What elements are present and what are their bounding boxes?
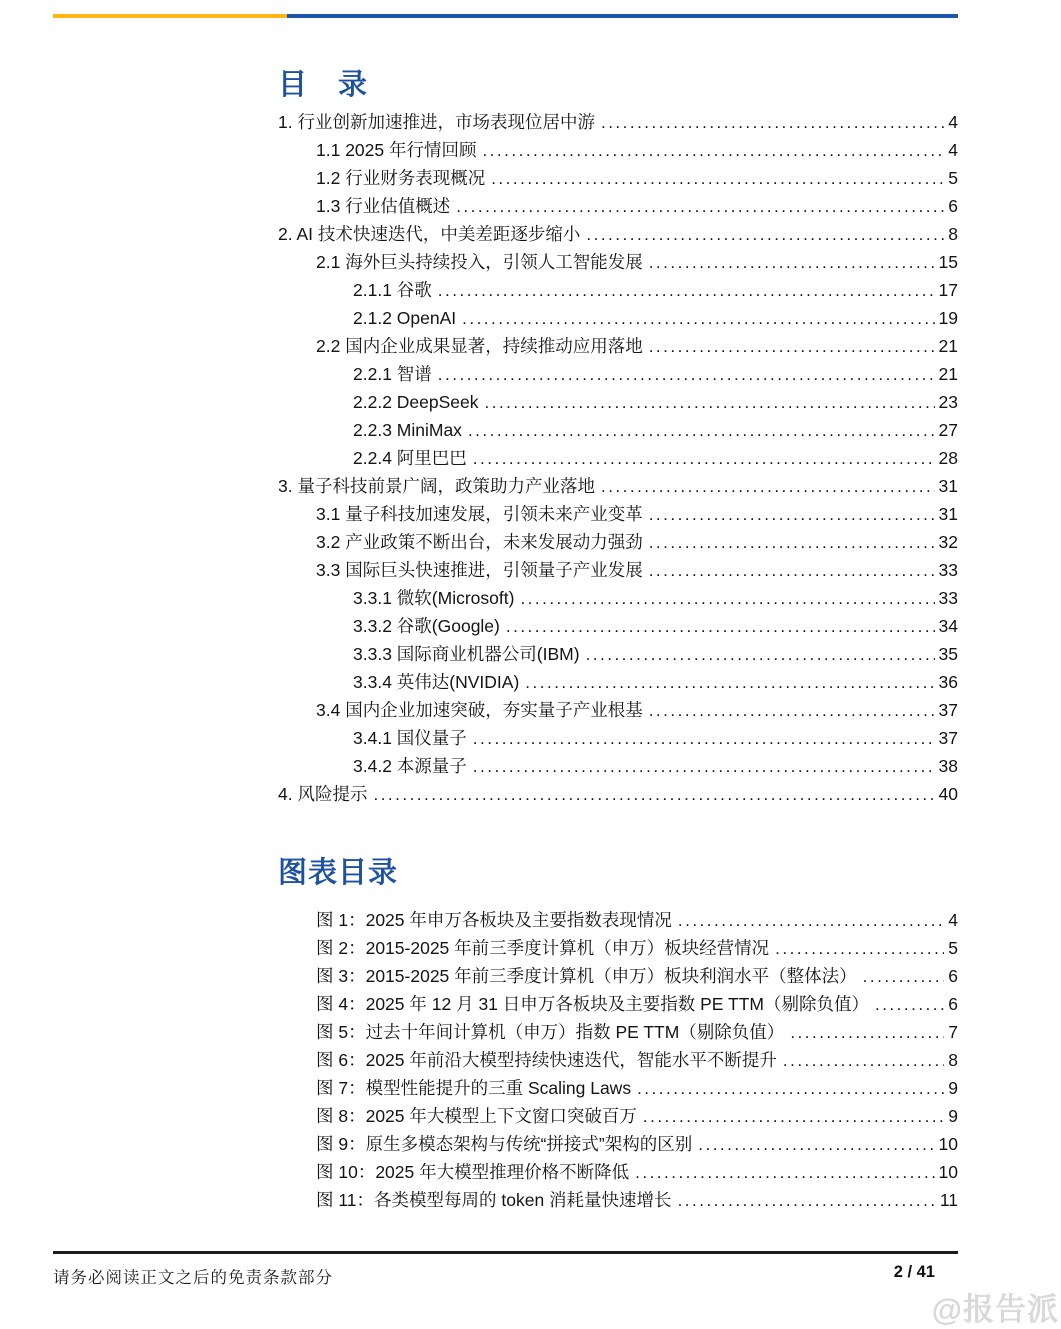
toc-entry-label: 2.1.2 OpenAI [353,308,457,328]
figure-entry-label: 图 4：2025 年 12 月 31 日申万各板块及主要指数 PE TTM（剔除负值） [316,994,869,1014]
toc-entry-label: 2.2.1 智谱 [353,364,432,384]
figure-entry-label: 图 10：2025 年大模型推理价格不断降低 [316,1162,630,1182]
dot-leader [473,724,935,753]
toc-entry-label: 3.3.3 国际商业机器公司(IBM) [353,644,580,664]
toc-entry [278,640,958,668]
figure-entry [278,1186,958,1214]
toc-entry-label: 3.2 产业政策不断出台，未来发展动力强劲 [316,532,643,552]
dot-leader [678,1186,936,1215]
toc-entry [278,332,958,360]
toc-entry [278,668,958,696]
figure-entry-label: 图 1：2025 年申万各板块及主要指数表现情况 [316,910,672,930]
toc-entry-label: 1.1 2025 年行情回顾 [316,140,477,160]
figure-entry-page-number: 8 [948,1050,958,1070]
figure-entry [278,1074,958,1102]
toc-entry-page-number: 33 [938,560,958,580]
toc-entry-page-number: 6 [948,196,958,216]
dot-leader [473,752,935,781]
figure-entry [278,1018,958,1046]
watermark: @报告派 [931,1292,1059,1327]
figure-entry-page-number: 10 [938,1162,958,1182]
toc-entry [278,780,958,808]
figure-entry [278,990,958,1018]
toc-entry [278,108,958,136]
toc-entry-label: 3. 量子科技前景广阔，政策助力产业落地 [278,476,595,496]
toc-entry-page-number: 35 [938,644,958,664]
dot-leader [649,248,935,277]
figure-entry-page-number: 6 [948,994,958,1014]
dot-leader [601,472,935,501]
toc-entry-label: 2.2 国内企业成果显著，持续推动应用落地 [316,336,643,356]
toc-entry-page-number: 38 [938,756,958,776]
figure-entry-page-number: 11 [939,1190,958,1210]
toc-entry [278,248,958,276]
dot-leader [485,388,935,417]
dot-leader [525,668,934,697]
dot-leader [649,500,935,529]
toc-entry-page-number: 4 [948,112,958,132]
toc-entry-page-number: 34 [938,616,958,636]
toc-entry-label: 2.2.4 阿里巴巴 [353,448,467,468]
dot-leader [462,304,934,333]
toc-entry-label: 3.3.4 英伟达(NVIDIA) [353,672,520,692]
dot-leader [649,696,935,725]
dot-leader [637,1074,944,1103]
toc-entry-page-number: 37 [938,700,958,720]
toc-entry [278,360,958,388]
figure-entry-page-number: 4 [948,910,958,930]
dot-leader [482,136,944,165]
dot-leader [863,962,945,991]
header-rule-orange [53,14,287,18]
figure-entry-page-number: 9 [948,1106,958,1126]
toc-entry-page-number: 17 [938,280,958,300]
toc-entry-page-number: 31 [938,504,958,524]
toc-entry-page-number: 8 [948,224,958,244]
toc-entry [278,276,958,304]
toc-entry [278,136,958,164]
toc-entry-page-number: 32 [938,532,958,552]
toc-entry-label: 2.1 海外巨头持续投入，引领人工智能发展 [316,252,643,272]
toc-entry [278,164,958,192]
toc-entry-label: 2.2.2 DeepSeek [353,392,479,412]
toc-entry [278,612,958,640]
toc-entry-page-number: 5 [948,168,958,188]
toc-entry-page-number: 4 [948,140,958,160]
figure-entry-label: 图 3：2015-2025 年前三季度计算机（申万）板块利润水平（整体法） [316,966,857,986]
dot-leader [468,416,935,445]
figure-entry-label: 图 5：过去十年间计算机（申万）指数 PE TTM（剔除负值） [316,1022,785,1042]
toc-entry-page-number: 33 [938,588,958,608]
figure-entry-page-number: 7 [948,1022,958,1042]
toc-entry [278,500,958,528]
toc-entry-label: 2.2.3 MiniMax [353,420,462,440]
toc-entry [278,528,958,556]
header-rule-blue [287,14,958,18]
toc-entry-label: 2.1.1 谷歌 [353,280,432,300]
toc-entry-page-number: 15 [938,252,958,272]
figure-entry-label: 图 8：2025 年大模型上下文窗口突破百万 [316,1106,637,1126]
toc-list [278,108,958,808]
figure-entry [278,934,958,962]
page-indicator: 2 / 41 [893,1263,935,1281]
figure-entry-page-number: 9 [948,1078,958,1098]
toc-entry-label: 2. AI 技术快速迭代，中美差距逐步缩小 [278,224,581,244]
figure-entry [278,962,958,990]
footer-disclaimer: 请务必阅读正文之后的免责条款部分 [53,1268,333,1287]
dot-leader [649,556,935,585]
dot-leader [698,1130,934,1159]
toc-entry [278,752,958,780]
toc-entry-label: 1. 行业创新加速推进，市场表现位居中游 [278,112,595,132]
figure-entry-label: 图 6：2025 年前沿大模型持续快速迭代，智能水平不断提升 [316,1050,777,1070]
dot-leader [775,934,944,963]
toc-entry-page-number: 28 [938,448,958,468]
toc-entry-page-number: 31 [938,476,958,496]
figure-entry-page-number: 6 [948,966,958,986]
dot-leader [678,906,944,935]
figure-entry-label: 图 11：各类模型每周的 token 消耗量快速增长 [316,1190,672,1210]
figure-entry-page-number: 10 [938,1134,958,1154]
toc-entry [278,192,958,220]
figure-entry [278,1046,958,1074]
dot-leader [643,1102,944,1131]
dot-leader [635,1158,934,1187]
toc-entry [278,584,958,612]
dot-leader [491,164,944,193]
dot-leader [506,612,935,641]
figure-entry-label: 图 9：原生多模态架构与传统“拼接式”架构的区别 [316,1134,693,1154]
figure-entry [278,1158,958,1186]
dot-leader [438,276,935,305]
dot-leader [875,990,944,1019]
toc-entry-label: 3.3.2 谷歌(Google) [353,616,500,636]
figure-entry [278,1130,958,1158]
toc-entry [278,556,958,584]
toc-entry-page-number: 40 [938,784,958,804]
dot-leader [473,444,935,473]
toc-entry-page-number: 21 [938,364,958,384]
toc-entry [278,444,958,472]
dot-leader [586,640,935,669]
toc-entry [278,388,958,416]
figure-directory-heading: 图表目录 [278,857,399,889]
dot-leader [601,108,944,137]
figure-list [278,906,958,1214]
toc-entry-page-number: 23 [938,392,958,412]
dot-leader [649,332,935,361]
toc-entry-page-number: 36 [938,672,958,692]
toc-entry-page-number: 19 [938,308,958,328]
toc-entry-label: 1.3 行业估值概述 [316,196,451,216]
toc-entry-page-number: 37 [938,728,958,748]
toc-entry-label: 3.3 国际巨头快速推进，引领量子产业发展 [316,560,643,580]
dot-leader [790,1018,944,1047]
dot-leader [649,528,935,557]
figure-entry-label: 图 2：2015-2025 年前三季度计算机（申万）板块经营情况 [316,938,770,958]
toc-heading: 目 录 [278,69,369,101]
figure-entry-page-number: 5 [948,938,958,958]
toc-entry-label: 3.4.1 国仪量子 [353,728,467,748]
toc-entry-label: 4. 风险提示 [278,784,368,804]
dot-leader [456,192,944,221]
toc-entry [278,696,958,724]
dot-leader [520,584,934,613]
toc-entry [278,304,958,332]
dot-leader [373,780,934,809]
toc-entry-page-number: 21 [938,336,958,356]
toc-entry-label: 1.2 行业财务表现概况 [316,168,486,188]
footer-rule [53,1251,958,1254]
dot-leader [586,220,944,249]
toc-entry-page-number: 27 [938,420,958,440]
toc-entry-label: 3.4 国内企业加速突破，夯实量子产业根基 [316,700,643,720]
dot-leader [438,360,935,389]
toc-entry-label: 3.4.2 本源量子 [353,756,467,776]
figure-entry-label: 图 7：模型性能提升的三重 Scaling Laws [316,1078,632,1098]
toc-entry-label: 3.1 量子科技加速发展，引领未来产业变革 [316,504,643,524]
toc-entry [278,472,958,500]
toc-entry-label: 3.3.1 微软(Microsoft) [353,588,515,608]
figure-entry [278,1102,958,1130]
figure-entry [278,906,958,934]
dot-leader [783,1046,944,1075]
toc-entry [278,416,958,444]
toc-entry [278,220,958,248]
toc-entry [278,724,958,752]
